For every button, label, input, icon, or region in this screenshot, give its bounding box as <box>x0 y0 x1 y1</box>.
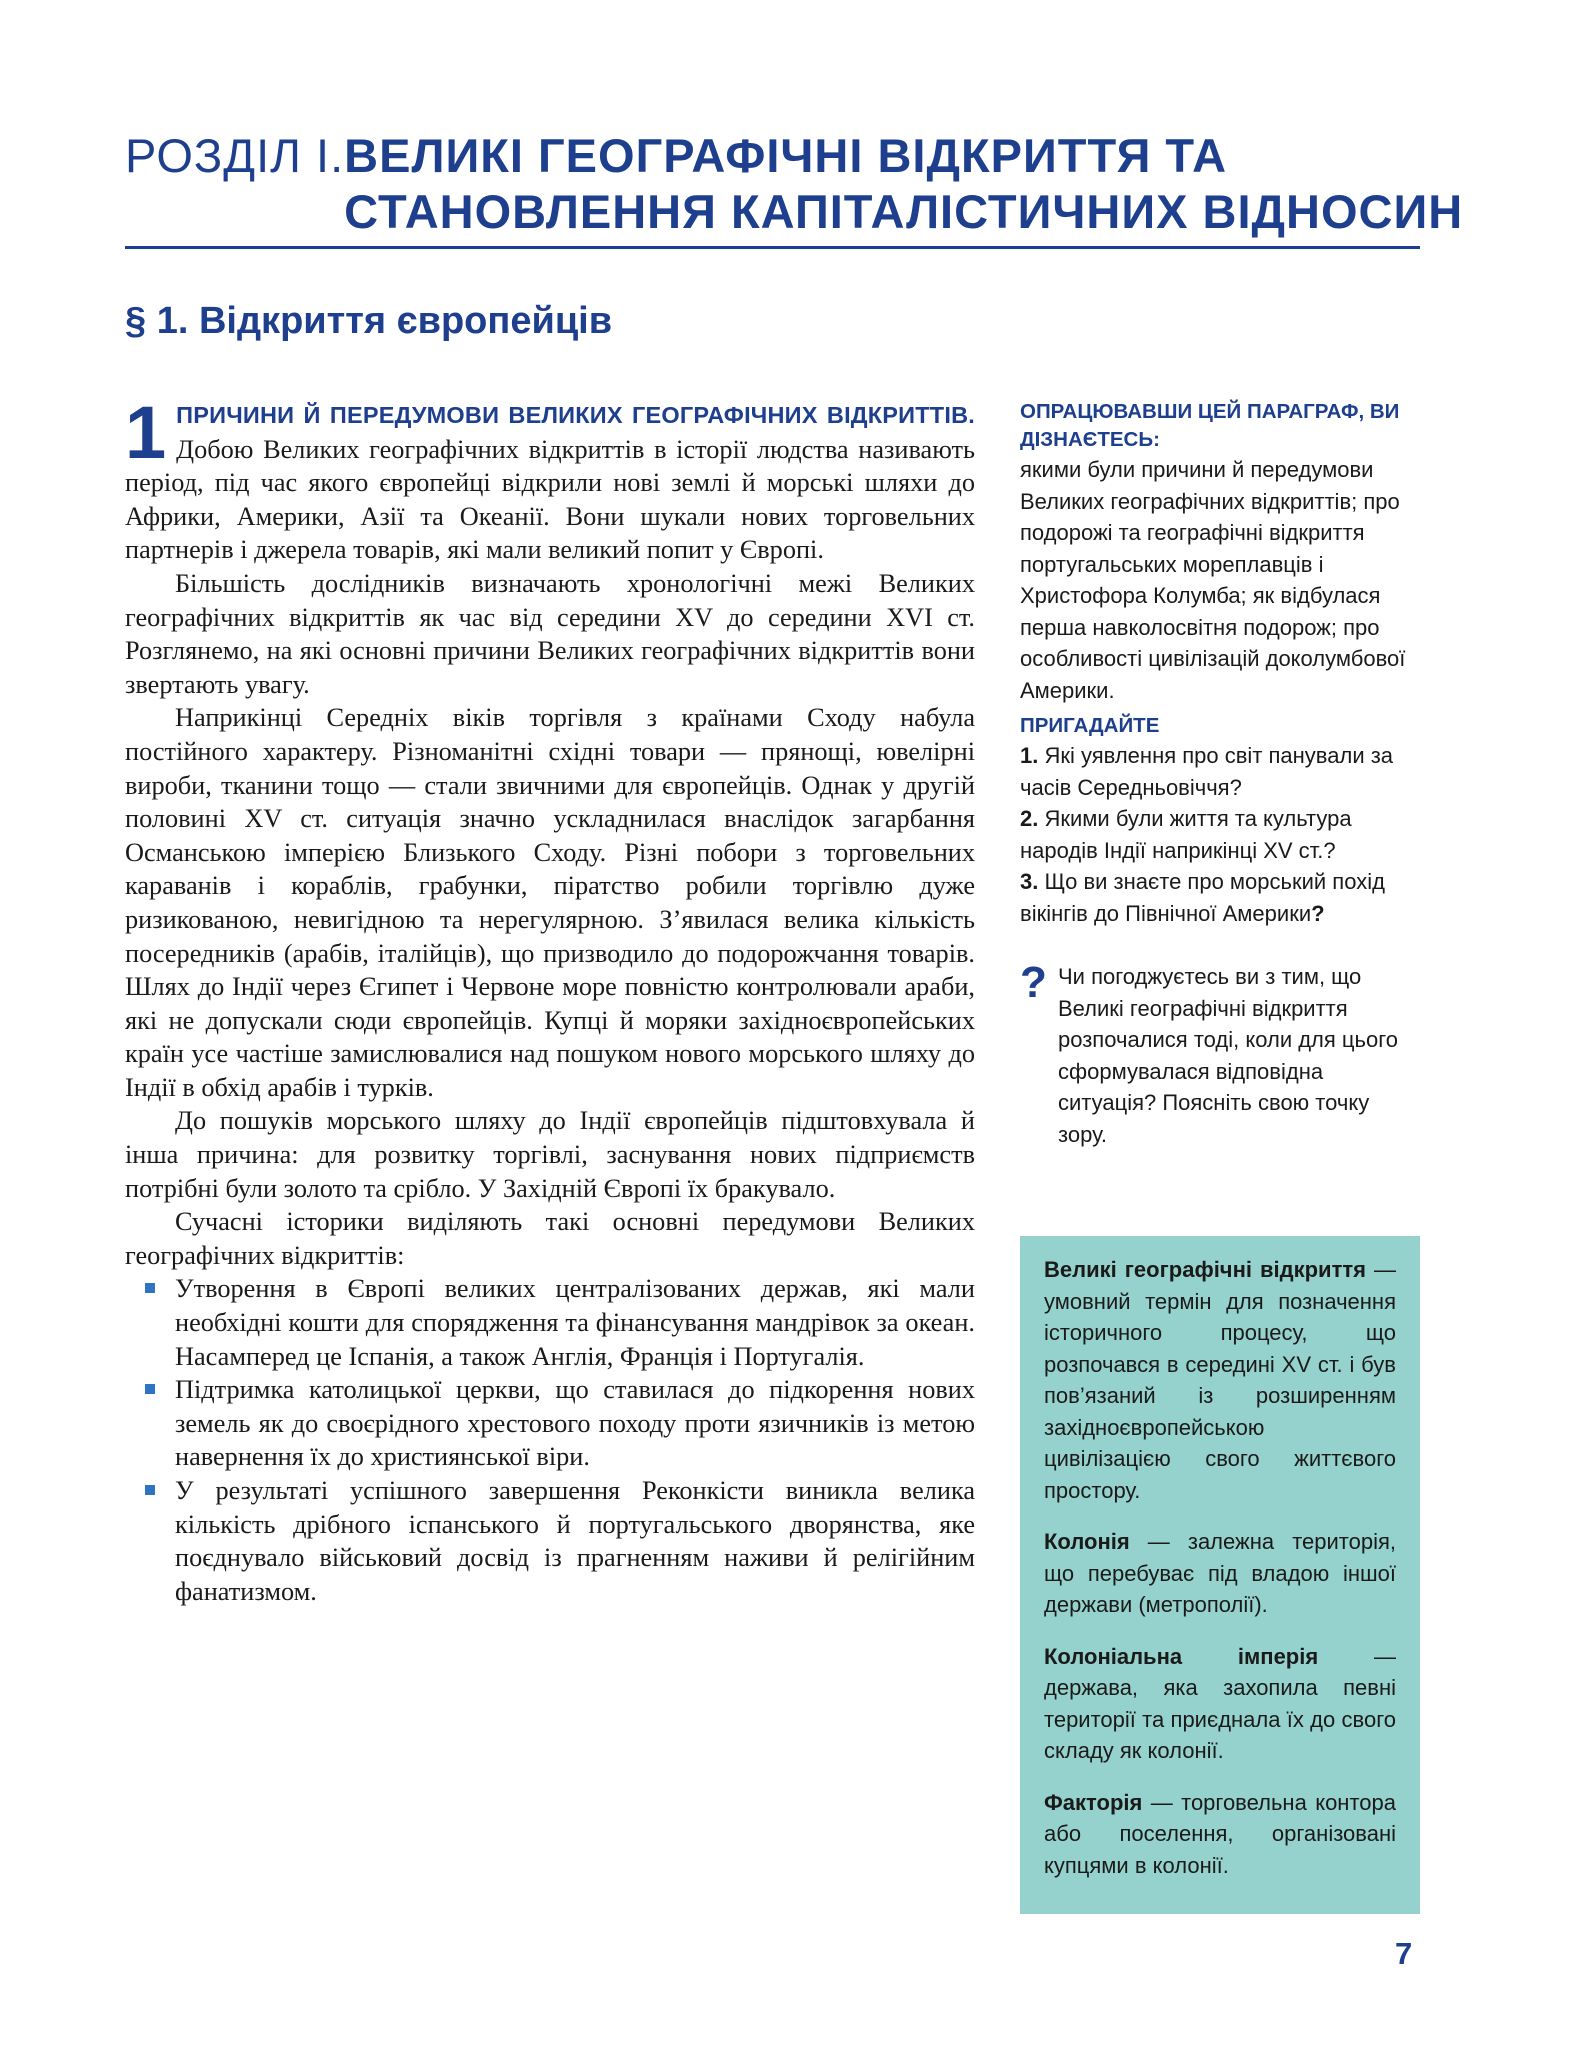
section-intro <box>125 391 975 567</box>
chapter-title-line-2: СТАНОВЛЕННЯ КАПІТАЛІСТИЧНИХ ВІДНОСИН <box>344 185 1464 238</box>
main-column <box>125 391 975 1608</box>
chapter-header <box>125 128 1464 240</box>
body-paragraph-5: Сучасні історики виділяють такі основні передумови Великих географічних відкриттів: <box>125 1207 975 1270</box>
bullet-square-icon <box>145 1283 155 1293</box>
list-item: Підтримка католицької церкви, що ставилася до підкорення нових земель як до своєрідного хрестового походу проти язичників із метою навернення їх до християнської віри. <box>125 1373 975 1474</box>
discussion-text: Чи погоджуєтесь ви з тим, що Великі географічні відкриття розпочалися тоді, коли для цього сформувалася відповідна ситуація? Поясніть свою точку зору. <box>1058 964 1398 1147</box>
definitions-box <box>1020 1236 1420 1914</box>
remember-heading: ПРИГАДАЙТЕ <box>1020 714 1160 737</box>
sidebar <box>1020 398 1420 1150</box>
bullet-square-icon <box>145 1384 155 1394</box>
discussion-block <box>1020 958 1420 1150</box>
list-item: Утворення в Європі великих централізованих держав, які мали необхідні кошти для спорядження та фінансування мандрівок за океан. Насамперед це Іспанія, а також Англія, Франція і Португалія. <box>125 1272 975 1373</box>
question-mark-icon: ? <box>1020 958 1047 1007</box>
prerequisites-list <box>125 1272 975 1608</box>
body-paragraph-4: До пошуків морського шляху до Індії європейців підштовхувала й інша причина: для розвитку торгівлі, заснування нових підприємств потрібні були золото та срібло. У Західній Європі їх бракувало. <box>125 1106 975 1203</box>
question-1: 1. Які уявлення про світ панували за часів Середньовіччя? <box>1020 743 1394 800</box>
paragraph-title: § 1. Відкриття європейців <box>125 300 613 342</box>
definition-item: Факторія — торговельна контора або поселення, організовані купцями в колонії. <box>1044 1789 1396 1878</box>
bullet-square-icon <box>145 1485 155 1495</box>
chapter-divider <box>125 246 1420 249</box>
chapter-label: РОЗДІЛ І. <box>125 129 345 182</box>
definition-item: Колоніальна імперія — держава, яка захопила певні території та приєднала їх до свого складу як колонії. <box>1044 1643 1396 1763</box>
section-heading: ПРИЧИНИ Й ПЕРЕДУМОВИ ВЕЛИКИХ ГЕОГРАФІЧНИХ ВІДКРИТТІВ. <box>176 402 975 428</box>
body-paragraph-2: Більшість дослідників визначають хронологічні межі Великих географічних відкриттів як час від середини XV до середини XVI ст. Розглянемо, на які основні причини Великих географічних відкриттів вони звертають увагу. <box>125 568 975 699</box>
section-number: 1 <box>125 391 167 474</box>
learn-text: якими були причини й передумови Великих географічних відкриттів; про подорожі та географічні відкриття португальських мореплавців і Христофора Колумба; як відбулася перша навколосвітня подорож; про особливості цивілізацій доколумбової Америки. <box>1020 457 1406 703</box>
list-item: У результаті успішного завершення Реконкісти виникла велика кількість дрібного іспанського й португальського дворянства, яке поєднувало військовий досвід із прагненням наживи й релігійним фанатизмом. <box>125 1474 975 1608</box>
definition-item: Колонія — залежна територія, що перебуває під владою іншої держави (метрополії). <box>1044 1529 1396 1617</box>
question-2: 2. Якими були життя та культура народів Індії наприкінці XV ст.? <box>1020 806 1352 863</box>
definition-item: Великі географічні відкриття — умовний термін для позначення історичного процесу, що розпочався в середині XV ст. і був пов’язаний із розширенням західноєвропейською цивілізацією свого життєвого простору. <box>1044 1257 1396 1503</box>
body-paragraph-3: Наприкінці Середніх віків торгівля з країнами Сходу набула постійного характеру. Різноманітні східні товари — прянощі, ювелірні вироби, тканини тощо — стали звичними для європейців. Однак у другій половині XV ст. ситуація значно ускладнилася внаслідок загарбання Османською імперією Близького Сходу. Різні побори з торговельних караванів і кораблів, грабунки, піратство робили торгівлю дуже ризикованою, невигідною та нерегулярною. З’явилася велика кількість посередників (арабів, італійців), що призводило до подорожчання товарів. Шлях до Індії через Єгипет і Червоне море повністю контролювали араби, які не допускали сюди європейців. Купці й моряки західноєвропейських країн усе частіше замислювалися над пошуком нового морського шляху до Індії в обхід арабів і турків. <box>125 703 975 1102</box>
learn-heading: ОПРАЦЮВАВШИ ЦЕЙ ПАРАГРАФ, ВИ ДІЗНАЄТЕСЬ: <box>1020 400 1400 451</box>
body-paragraph-1: Добою Великих географічних відкриттів в історії людства називають період, під час якого європейці відкрили нові землі й морські шляхи до Африки, Америки, Азії та Океанії. Вони шукали нових торговельних партнерів і джерела товарів, які мали великий попит у Європі. <box>125 434 975 565</box>
page-number: 7 <box>1395 1936 1413 1971</box>
question-3: 3. Що ви знаєте про морський похід вікінгів до Північної Америки? <box>1020 869 1385 926</box>
chapter-title-line-1: ВЕЛИКІ ГЕОГРАФІЧНІ ВІДКРИТТЯ ТА <box>344 129 1228 182</box>
chapter-title <box>344 128 1463 240</box>
